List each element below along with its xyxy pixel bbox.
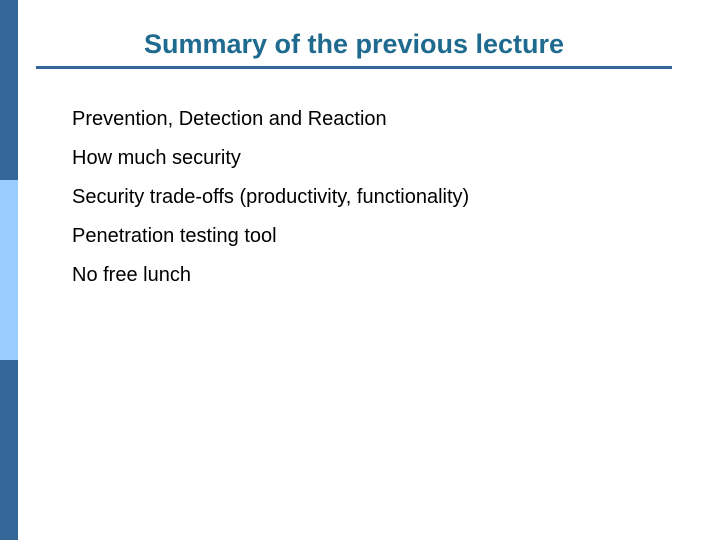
sidebar-accent-middle (0, 180, 18, 360)
bullet-item: How much security (72, 147, 241, 169)
title-underline (36, 66, 672, 69)
bullet-item: Penetration testing tool (72, 225, 277, 247)
bullet-item: Prevention, Detection and Reaction (72, 108, 387, 130)
slide-title: Summary of the previous lecture (143, 29, 565, 59)
sidebar-accent-top (0, 0, 18, 180)
bullet-list (72, 100, 469, 295)
bullet-item: Security trade-offs (productivity, functionality) (72, 186, 470, 208)
bullet-item: No free lunch (72, 264, 191, 286)
sidebar-accent-bottom (0, 360, 18, 540)
